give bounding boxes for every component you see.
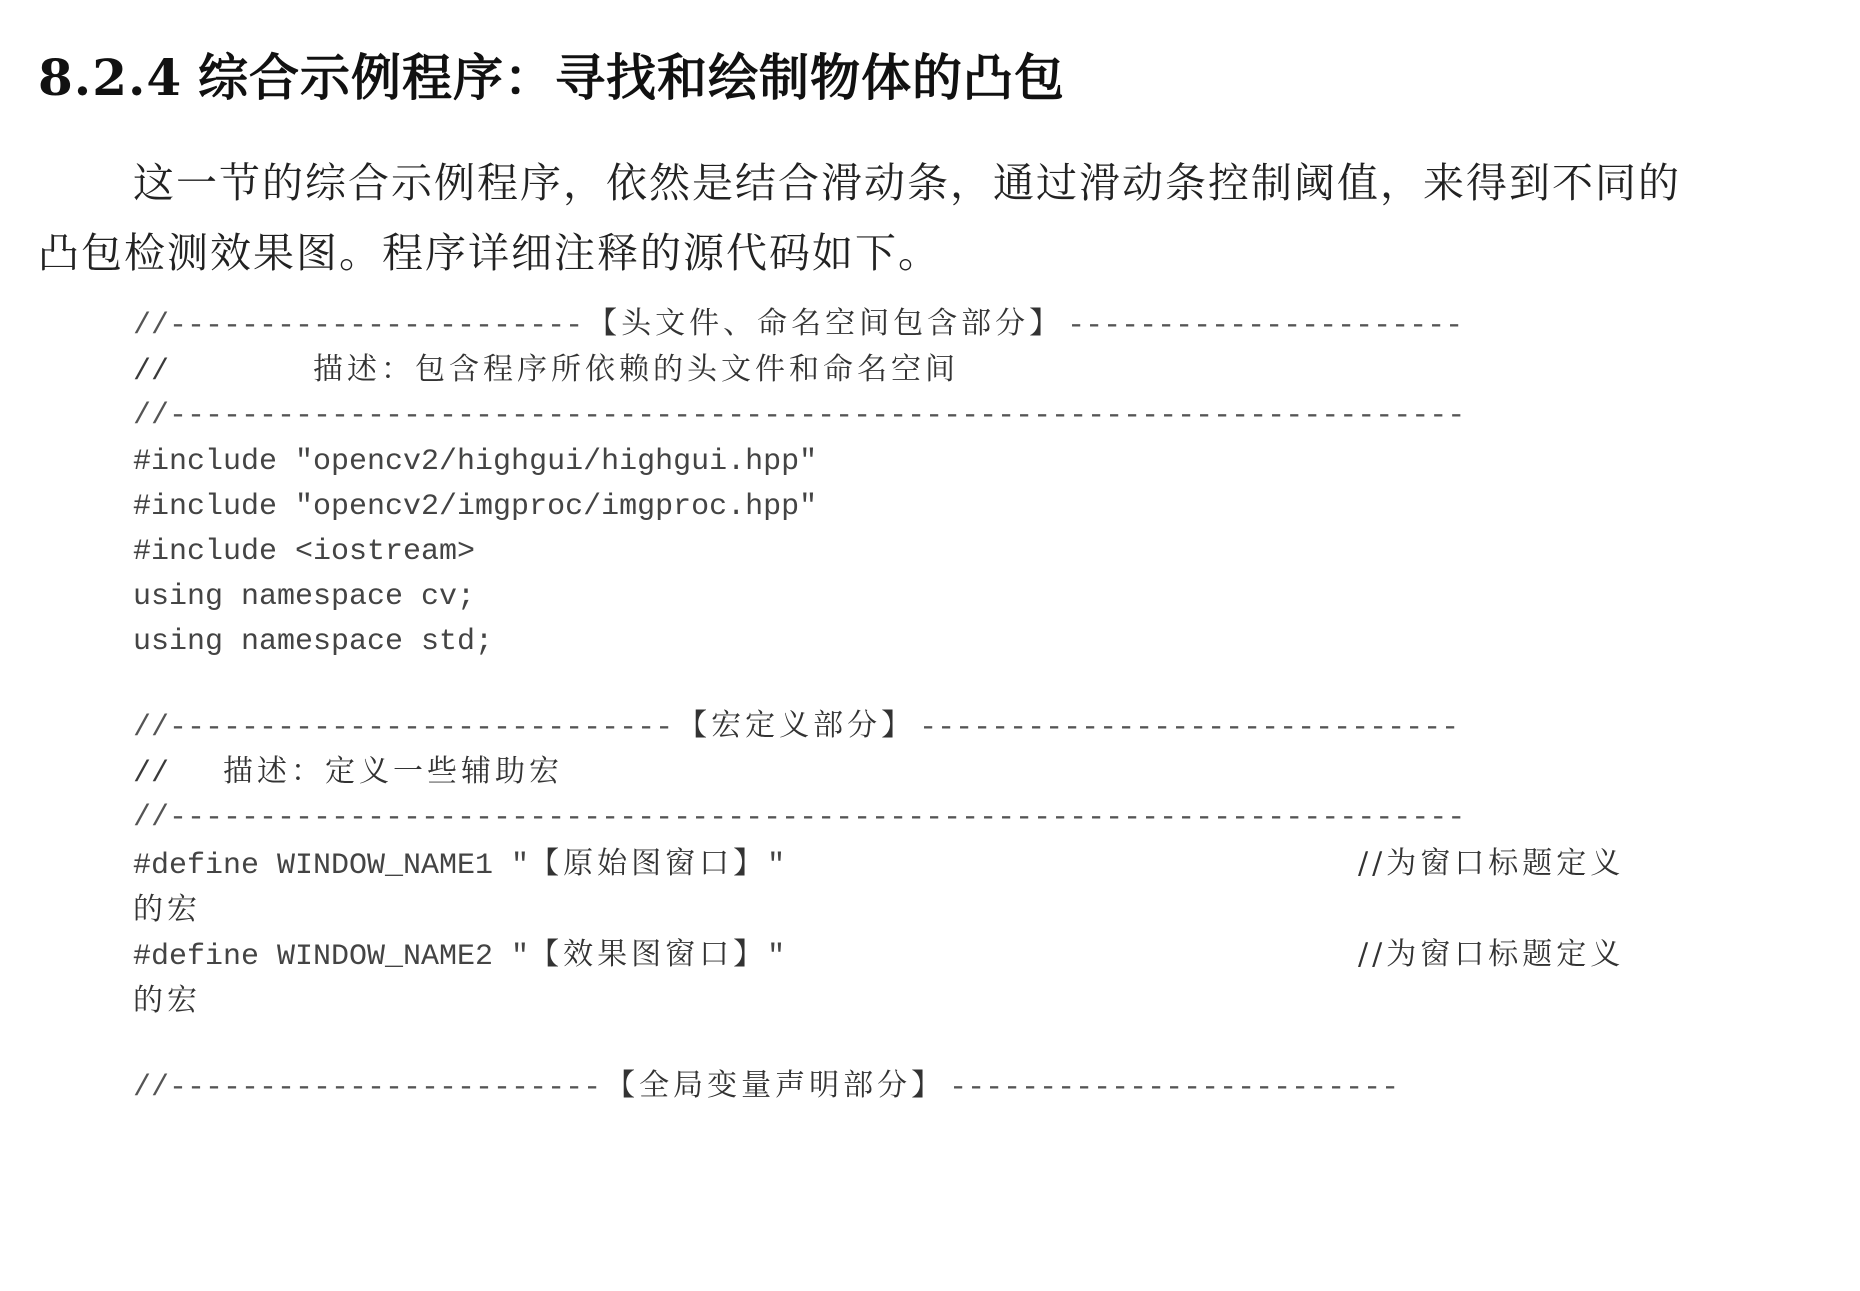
code-line-include-2: #include "opencv2/imgproc/imgproc.hpp" — [133, 490, 818, 524]
code-rule-global — [133, 1064, 1703, 1108]
code-line-using-std: using namespace std; — [133, 625, 494, 659]
code-wrap-define-1: 的宏 — [133, 892, 201, 927]
code-rule-macro-close: //------------------------------------------------------------------------ — [133, 801, 1466, 835]
define-string: 【原始图窗口】 — [529, 846, 768, 881]
code-comment-define-2: //为窗口标题定义 — [1358, 937, 1625, 972]
code-wrap-define-2: 的宏 — [133, 983, 201, 1018]
rule-right: ---------------------- — [1067, 309, 1464, 343]
code-rule-header-close: //------------------------------------------------------------------------ — [133, 399, 1466, 433]
intro-paragraph: 这一节的综合示例程序，依然是结合滑动条，通过滑动条控制阈值，来得到不同的凸包检测效果图。程序详细注释的源代码如下。 — [38, 159, 1681, 277]
code-line-include-1: #include "opencv2/highgui/highgui.hpp" — [133, 445, 818, 479]
code-rule-header — [133, 302, 1703, 346]
rule-label: 【全局变量声明部分】 — [605, 1068, 946, 1103]
comment-text: 描述：定义一些辅助宏 — [223, 754, 564, 789]
section-number: 8.2.4 — [38, 48, 183, 107]
code-comment-define-1: //为窗口标题定义 — [1358, 846, 1625, 881]
define-code: #define WINDOW_NAME1 " — [133, 849, 530, 883]
section-title: 综合示例程序：寻找和绘制物体的凸包 — [198, 48, 1065, 107]
define-code: #define WINDOW_NAME2 " — [133, 940, 530, 974]
code-comment-header-desc — [133, 348, 959, 392]
code-line-include-3: #include <iostream> — [133, 535, 476, 569]
comment-prefix: // — [133, 757, 224, 791]
rule-left: //---------------------------- — [133, 711, 674, 745]
rule-right: ------------------------------ — [919, 711, 1460, 745]
code-line-define-2 — [133, 933, 785, 977]
code-comment-macro-desc — [133, 750, 563, 794]
rule-left: //----------------------- — [133, 309, 584, 343]
comment-prefix: // — [133, 355, 314, 389]
define-string: 【效果图窗口】 — [529, 937, 768, 972]
section-heading — [38, 38, 1065, 110]
code-line-define-1 — [133, 842, 785, 886]
rule-label: 【头文件、命名空间包含部分】 — [587, 306, 1064, 341]
rule-label: 【宏定义部分】 — [677, 708, 916, 743]
rule-left: //------------------------ — [133, 1071, 602, 1105]
code-line-using-cv: using namespace cv; — [133, 580, 476, 614]
define-quote: " — [767, 849, 786, 883]
code-rule-macro — [133, 704, 1703, 748]
define-quote: " — [767, 940, 786, 974]
rule-right: ------------------------- — [949, 1071, 1400, 1105]
comment-text: 描述：包含程序所依赖的头文件和命名空间 — [313, 352, 960, 387]
